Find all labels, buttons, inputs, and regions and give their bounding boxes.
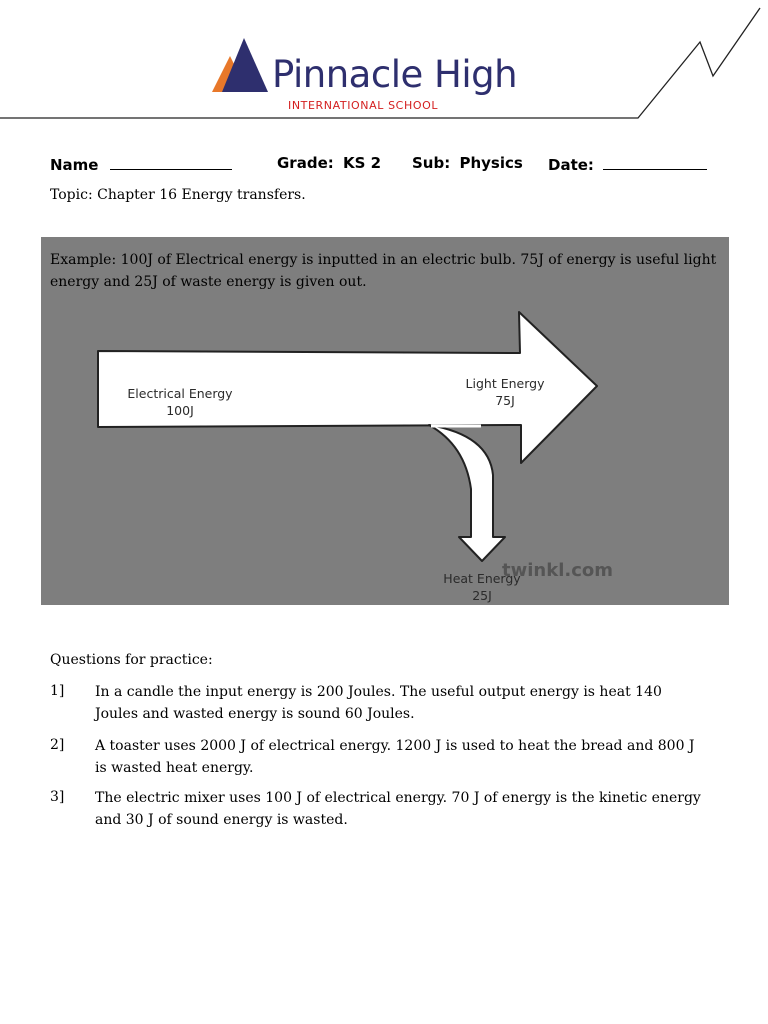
subject-label: Sub: — [412, 154, 451, 172]
name-label: Name — [50, 156, 99, 174]
questions-heading: Questions for practice: — [50, 652, 213, 668]
question-text: A toaster uses 2000 J of electrical energy. 1200 J is used to heat the bread and 800 J is wasted heat energy. — [95, 738, 695, 776]
school-name: Pinnacle High — [272, 53, 518, 96]
useful-energy-name: Light Energy — [465, 376, 545, 391]
question-number: 1] — [50, 683, 65, 699]
subject-value: Physics — [459, 154, 523, 172]
grade-field — [277, 154, 381, 172]
question-text: In a candle the input energy is 200 Joules. The useful output energy is heat 140 Joules and wasted energy is sound 60 Joules. — [95, 684, 662, 722]
input-energy-name: Electrical Energy — [127, 386, 233, 401]
topic-line: Topic: Chapter 16 Energy transfers. — [50, 187, 306, 203]
input-energy-label — [120, 385, 240, 419]
input-energy-value: 100J — [166, 403, 194, 418]
question-text: The electric mixer uses 100 J of electrical energy. 70 J of energy is the kinetic energy and 30 J of sound energy is wasted. — [95, 790, 701, 828]
example-text: Example: 100J of Electrical energy is inputted in an electric bulb. 75J of energy is useful light energy and 25J of waste energy is given out. — [50, 252, 717, 290]
date-field — [548, 154, 707, 174]
waste-energy-arrow — [429, 425, 505, 561]
name-blank[interactable] — [110, 154, 232, 170]
waste-energy-value: 25J — [472, 588, 492, 603]
twinkl-watermark: twinkl.com — [502, 560, 613, 581]
name-field — [50, 154, 232, 174]
waste-energy-name: Heat Energy — [443, 571, 521, 586]
date-label: Date: — [548, 156, 594, 174]
mountain-triangle-logo-icon — [208, 36, 272, 96]
useful-energy-label — [455, 375, 555, 409]
date-blank[interactable] — [603, 154, 707, 170]
subject-field — [412, 154, 523, 172]
question-number: 3] — [50, 789, 65, 805]
question-number: 2] — [50, 737, 65, 753]
grade-label: Grade: — [277, 154, 334, 172]
useful-energy-value: 75J — [495, 393, 515, 408]
school-subtitle: INTERNATIONAL SCHOOL — [288, 99, 439, 112]
grade-value: KS 2 — [342, 154, 382, 172]
